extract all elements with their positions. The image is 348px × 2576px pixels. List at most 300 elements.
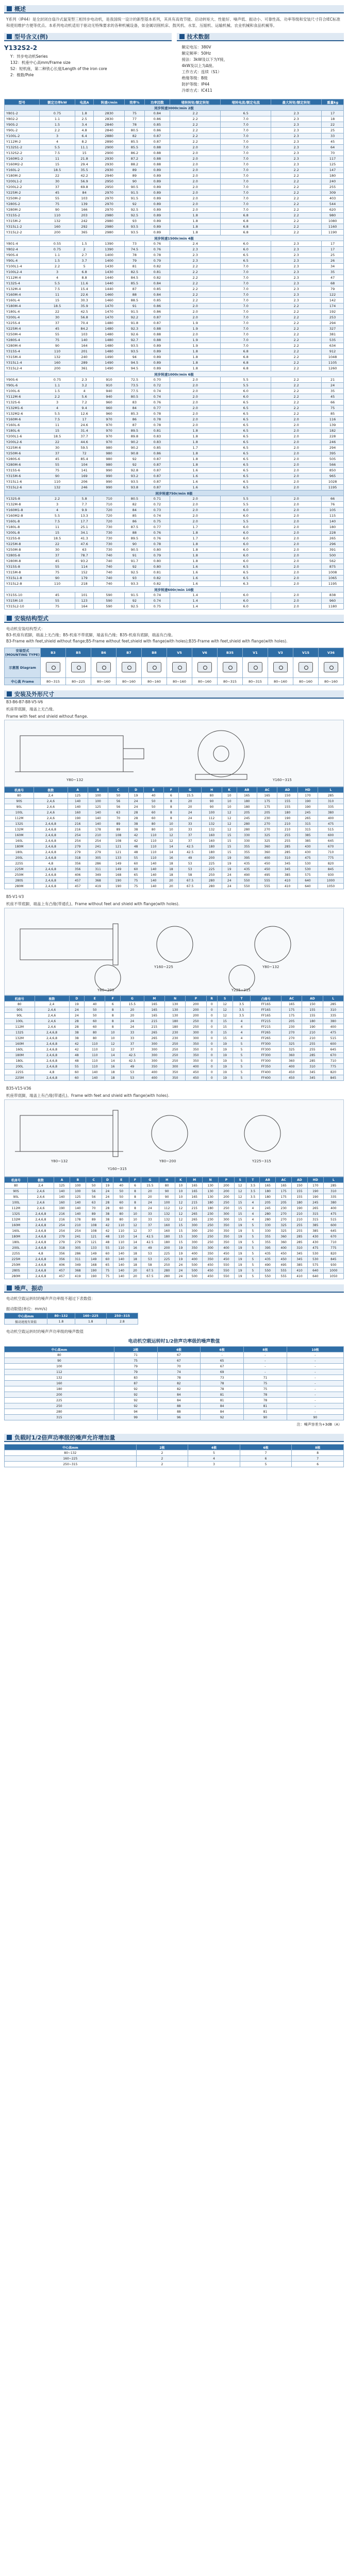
table-cell: 7.0 (221, 343, 271, 349)
table-cell: 15 (39, 298, 75, 303)
column-header: C (108, 787, 128, 793)
table-cell: 391 (322, 547, 344, 553)
table-cell: 2.2 (271, 303, 322, 309)
table-cell: 56 (86, 1189, 102, 1194)
table-row (5, 241, 344, 247)
table-cell: 2.2 (170, 128, 221, 133)
table-cell: 12 (222, 810, 237, 816)
table-cell: 2.3 (170, 247, 221, 252)
table-cell: 6.5 (221, 411, 271, 417)
table-cell: 17 (75, 417, 94, 422)
table-cell: 7.0 (221, 337, 271, 343)
table-cell: 475 (307, 1245, 323, 1251)
model-cell: Y160L-2 (5, 167, 40, 173)
table-cell: 160M (5, 833, 34, 838)
group-row (5, 105, 344, 111)
table-cell: 2,4,6,8 (35, 1030, 69, 1036)
table-row (5, 1075, 344, 1081)
table-row (5, 1194, 344, 1200)
table-cell: 0.77 (144, 405, 170, 411)
table-cell: 93.3 (125, 581, 144, 587)
table-cell: 360 (257, 844, 277, 850)
model-cell: Y225M-6 (5, 445, 40, 451)
table-cell: 2.2 (170, 133, 221, 139)
table-cell: 8 (163, 799, 178, 804)
table-cell: 215 (187, 1206, 203, 1211)
table-cell: 0 (206, 1075, 217, 1081)
table-cell: 280 (202, 884, 222, 889)
mounting-types-row (5, 648, 344, 657)
table-cell: 8 (163, 810, 178, 816)
table-cell: 2 (75, 247, 94, 252)
table-cell: 165 (187, 1183, 203, 1189)
table-cell: 0.80 (144, 558, 170, 564)
table-cell: 490 (237, 872, 257, 878)
table-cell: 0.89 (144, 190, 170, 196)
table-cell: 254 (68, 833, 88, 838)
table-cell: 92.5 (125, 570, 144, 575)
motor-icon (46, 662, 60, 672)
table-cell: 6.8 (75, 269, 94, 275)
table-cell: 0.86 (144, 309, 170, 315)
table-cell: 93.5 (125, 224, 144, 230)
table-cell: 48 (69, 1058, 85, 1064)
table-cell: 720 (94, 519, 125, 524)
table-cell: 2,4,6,8 (34, 827, 68, 833)
table-cell: 225 (202, 867, 222, 872)
table-cell: 132 (39, 354, 75, 360)
spec-table-body (5, 105, 344, 609)
table-cell: 2.0 (271, 513, 322, 519)
table-cell: 15 (217, 1030, 233, 1036)
table-cell: 7.0 (221, 116, 271, 122)
table-cell: 7.2 (75, 400, 94, 405)
table-cell: 24 (128, 799, 143, 804)
table-row (5, 1024, 344, 1030)
table-cell: 24 (121, 1019, 144, 1024)
table-row (5, 844, 344, 850)
table-cell: 230 (203, 1211, 219, 1217)
table-cell: 38 (102, 1217, 113, 1223)
table-cell: - (287, 1386, 343, 1392)
model-line: 2：极数/Pole (10, 73, 34, 77)
table-cell: 292 (75, 224, 94, 230)
table-cell: 89 (125, 173, 144, 179)
table-cell: 2.0 (170, 502, 221, 507)
table-cell: 4 (246, 1217, 260, 1223)
table-cell: 180 (237, 799, 257, 804)
table-cell: 6.0 (221, 388, 271, 394)
table-cell: 2.2 (271, 337, 322, 343)
column-header: 8极 (244, 1347, 287, 1352)
dims-b5-body (5, 1002, 344, 1081)
table-cell: 2980 (94, 230, 125, 235)
model-header (4, 33, 172, 41)
table-cell: 33 (121, 1036, 144, 1041)
table-cell: 350 (186, 1047, 206, 1053)
table-cell: 2.3 (271, 116, 322, 122)
table-cell: 振动速度有效值 (5, 1319, 47, 1325)
table-cell: 45 (39, 190, 75, 196)
table-cell: 79 (125, 258, 144, 264)
table-cell: 6.0 (221, 536, 271, 541)
column-header: HD (297, 787, 318, 793)
column-header: G (121, 996, 144, 1002)
model-cell: Y315L1-4 (5, 360, 40, 366)
table-cell: 140 (143, 872, 163, 878)
table-cell: 35.9 (75, 303, 94, 309)
table-row (5, 343, 344, 349)
table-cell: 90S (5, 799, 34, 804)
table-row (5, 1364, 344, 1369)
table-cell: 2.0 (271, 456, 322, 462)
table-cell: 1.8 (170, 230, 221, 235)
table-cell: 18.5 (39, 303, 75, 309)
table-cell: 845 (323, 1257, 343, 1262)
table-cell: 80 (143, 827, 163, 833)
table-cell: 0.86 (144, 128, 170, 133)
table-cell: 4 (39, 275, 75, 281)
table-row (5, 1041, 344, 1047)
table-cell: 2.0 (271, 451, 322, 456)
table-cell: 11 (39, 524, 75, 530)
table-row (5, 855, 344, 861)
table-row (5, 821, 344, 827)
table-cell: 5.5 (221, 496, 271, 502)
dims-b35-table (4, 1177, 344, 1279)
table-cell: 0.85 (144, 445, 170, 451)
table-cell: 19 (128, 793, 143, 799)
table-cell: 92.2 (125, 315, 144, 320)
table-cell: 255 (302, 1041, 323, 1047)
table-cell: 99 (114, 1415, 157, 1420)
table-cell: 2.0 (170, 405, 221, 411)
table-cell: - (287, 1392, 343, 1398)
table-cell: 125 (88, 804, 108, 810)
table-cell: 345 (302, 1075, 323, 1081)
table-cell: 355 (237, 850, 257, 855)
table-cell: 279 (88, 850, 108, 855)
drawing-label: Y225~315 (231, 988, 251, 992)
table-cell: 200 (186, 1013, 206, 1019)
table-cell: 24 (178, 816, 202, 821)
table-cell: 400 (219, 1245, 235, 1251)
table-cell: 0.89 (144, 230, 170, 235)
table-cell: 0.89 (144, 201, 170, 207)
table-cell: 14 (105, 1053, 121, 1058)
table-row (5, 332, 344, 337)
table-cell: 285 (302, 1058, 323, 1064)
table-cell: 19 (222, 855, 237, 861)
table-row (5, 507, 344, 513)
table-cell: 0.88 (144, 145, 170, 150)
table-cell: 50 (86, 1183, 102, 1189)
table-cell: 270 (276, 1211, 292, 1217)
table-row (5, 1007, 344, 1013)
table-cell: 300 (144, 1058, 164, 1064)
table-row (5, 1013, 344, 1019)
table-cell: 1480 (94, 326, 125, 332)
table-cell: 3 (39, 400, 75, 405)
mounting-frame: 80~160 (319, 678, 344, 685)
table-row (5, 575, 344, 581)
table-cell: 2.0 (170, 173, 221, 179)
table-cell: 55 (39, 564, 75, 570)
table-cell: 670 (323, 1053, 343, 1058)
table-cell: 0.75 (39, 247, 75, 252)
table-cell: 93.5 (125, 343, 144, 349)
table-cell: 94 (125, 354, 144, 360)
table-cell: 330 (237, 833, 257, 838)
table-row (5, 793, 344, 799)
table-cell: 42.5 (141, 1234, 159, 1240)
table-cell: 19 (222, 867, 237, 872)
table-cell: 92.5 (125, 207, 144, 213)
table-cell: 3 (39, 269, 75, 275)
table-cell: 132M (5, 1217, 28, 1223)
table-row (5, 833, 344, 838)
table-cell: 345 (292, 1251, 308, 1257)
table-cell: 7.5 (39, 519, 75, 524)
table-cell: 179 (75, 575, 94, 581)
table-cell: 730 (94, 536, 125, 541)
table-cell: 530 (307, 1251, 323, 1257)
model-cell: Y132M2-6 (5, 411, 40, 417)
table-cell: 0.89 (144, 179, 170, 184)
table-cell: 965 (322, 473, 344, 479)
table-cell: 2.2 (271, 360, 322, 366)
table-row (5, 286, 344, 292)
table-row (5, 485, 344, 490)
table-cell: 93.8 (125, 485, 144, 490)
table-cell: 300 (187, 1228, 203, 1234)
table-cell: 2.0 (271, 445, 322, 451)
dims-b5-table (4, 995, 344, 1081)
table-cell: 117 (322, 156, 344, 162)
table-cell: 19 (234, 1223, 246, 1228)
table-cell: 33 (121, 1030, 144, 1036)
table-cell: 990 (94, 485, 125, 490)
table-row (5, 570, 344, 575)
table-cell: 89 (86, 1217, 102, 1223)
table-cell: 7.0 (221, 145, 271, 150)
table-cell: 450 (257, 861, 277, 867)
table-cell: 12 (217, 1013, 233, 1019)
table-cell: 360 (281, 1053, 302, 1058)
table-cell: 7.0 (221, 201, 271, 207)
table-cell: 2,4,6,8 (27, 1245, 54, 1251)
mounting-frame: 80~315 (218, 678, 243, 685)
table-cell: 8 (292, 1450, 344, 1456)
table-cell: 6.8 (221, 360, 271, 366)
table-cell: 0.72 (144, 383, 170, 388)
table-row (5, 553, 344, 558)
column-header: 4极 (188, 1445, 240, 1450)
table-cell: 0.89 (144, 354, 170, 360)
table-cell: 110 (85, 1053, 105, 1058)
table-cell: 6.5 (221, 462, 271, 468)
table-cell: 555 (257, 884, 277, 889)
table-cell: 255 (322, 184, 344, 190)
table-cell: 280M (5, 1274, 28, 1279)
dims-b35-desc: 机座带底脚，端盖上有凸缘(带通孔)。Frame with feet and shield with flange(with holes). (6, 1093, 170, 1098)
table-cell: 2.0 (170, 145, 221, 150)
table-cell: 90 (125, 179, 144, 184)
motor-icon (122, 662, 136, 672)
table-cell: 2,4,6,8 (27, 1268, 54, 1274)
table-row (5, 258, 344, 264)
table-cell: 385 (297, 833, 318, 838)
table-cell: 2.2 (271, 190, 322, 196)
table-cell: FF400 (251, 1070, 281, 1075)
table-cell: 15 (217, 1036, 233, 1041)
model-cell: Y315M-2 (5, 218, 40, 224)
table-cell: 310 (318, 799, 344, 804)
table-cell: 1460 (94, 292, 125, 298)
table-cell: 90 (5, 1358, 114, 1364)
model-cell: Y132S-4 (5, 281, 40, 286)
table-cell: 70 (157, 1364, 201, 1369)
table-cell: 910 (94, 377, 125, 383)
table-cell: 1440 (94, 286, 125, 292)
table-cell: 2,4,6 (27, 1200, 54, 1206)
table-cell: 108 (108, 838, 128, 844)
mounting-frame: 80~160 (268, 678, 293, 685)
column-header: E (143, 787, 163, 793)
table-cell: 740 (94, 581, 125, 587)
table-cell: 92 (201, 1415, 244, 1420)
table-cell: 325 (276, 1223, 292, 1228)
table-cell: 210 (277, 827, 297, 833)
table-cell: 24 (128, 804, 143, 810)
table-cell: 121 (86, 1234, 102, 1240)
table-cell: 160 (202, 838, 222, 844)
table-cell: 279 (70, 1240, 86, 1245)
table-cell: 210 (302, 1030, 323, 1036)
table-cell: 566 (322, 462, 344, 468)
table-row (5, 468, 344, 473)
mounting-diagram (117, 657, 142, 678)
motor-icon (248, 662, 262, 672)
table-cell: 178 (70, 1217, 86, 1223)
table-cell: 10 (163, 821, 178, 827)
table-cell: 180 (260, 1189, 276, 1194)
table-cell: 245 (260, 1206, 276, 1211)
table-cell: 0.77 (144, 524, 170, 530)
model-cell: Y225S-8 (5, 536, 40, 541)
table-cell: 2.0 (170, 388, 221, 394)
table-cell: 1000 (323, 1268, 343, 1274)
table-cell: 0.82 (144, 581, 170, 587)
table-cell: 6 (240, 1456, 292, 1462)
table-cell: 100 (88, 799, 108, 804)
table-cell: 2,4,6,8 (34, 872, 68, 878)
table-cell: 24.6 (75, 422, 94, 428)
table-cell: 21.8 (75, 156, 94, 162)
table-cell: 7.0 (221, 122, 271, 128)
table-row (5, 190, 344, 196)
table-cell: 71 (244, 1375, 287, 1381)
group-label: 同步转速600r/min 10极 (5, 587, 344, 592)
table-cell: 350 (203, 1257, 219, 1262)
table-cell: 5 (233, 1041, 251, 1047)
table-cell: 254 (54, 1228, 70, 1234)
table-cell: 2.2 (271, 218, 322, 224)
table-cell: 2.2 (271, 201, 322, 207)
table-cell: 7.0 (221, 179, 271, 184)
table-cell: 228 (322, 530, 344, 536)
table-cell: 360 (281, 1058, 302, 1064)
model-cell: Y315S-4 (5, 349, 40, 354)
table-cell: 1.6 (170, 479, 221, 485)
table-cell: 180 (165, 1019, 186, 1024)
table-cell: 87 (125, 286, 144, 292)
table-cell: 25 (322, 252, 344, 258)
table-cell: 2,4,6,8 (27, 1234, 54, 1240)
table-cell: 100L (5, 1200, 28, 1206)
table-cell: 4 (75, 388, 94, 394)
table-cell: 7 (292, 1456, 344, 1462)
tech-line: 接法：3kW及以下为Y接， (181, 57, 228, 62)
table-cell: 15 (217, 1024, 233, 1030)
table-cell: 22 (39, 173, 75, 179)
table-cell: 838 (322, 592, 344, 598)
table-cell: 300 (219, 1217, 235, 1223)
table-cell: 2.0 (170, 303, 221, 309)
table-cell: 740 (94, 570, 125, 575)
load-noise-header (4, 1434, 344, 1442)
table-cell: 0.87 (144, 315, 170, 320)
table-cell: 450 (219, 1251, 235, 1257)
table-cell: 15 (39, 162, 75, 167)
table-cell: 18.5 (39, 167, 75, 173)
table-cell: 0.87 (144, 320, 170, 326)
table-row (5, 275, 344, 281)
table-cell: 286 (70, 1251, 86, 1257)
table-cell: 2.2 (170, 111, 221, 116)
table-cell: 3.5 (246, 1189, 260, 1194)
table-cell: 5 (233, 1064, 251, 1070)
table-cell: 385 (292, 1262, 308, 1268)
dims-title: 安装及外形尺寸 (14, 691, 54, 698)
table-cell: 910 (94, 383, 125, 388)
table-cell: 48 (102, 1240, 113, 1245)
table-cell: 85 (125, 513, 144, 519)
table-cell: 0.88 (144, 337, 170, 343)
vibration-table (4, 1313, 138, 1325)
table-cell: 1440 (94, 281, 125, 286)
table-cell: 2.2 (170, 264, 221, 269)
section-bullet-icon (7, 1285, 12, 1291)
table-cell: 2,4,6,8 (27, 1217, 54, 1223)
table-cell: 6.5 (221, 400, 271, 405)
table-cell: 110 (39, 479, 75, 485)
table-cell: 89.5 (125, 536, 144, 541)
table-cell: 325 (281, 1047, 302, 1053)
table-cell: 241 (70, 1234, 86, 1240)
table-cell: 5 (246, 1234, 260, 1240)
table-cell: 2840 (94, 128, 125, 133)
table-cell: 180 (203, 1200, 219, 1206)
model-cell: Y90S-6 (5, 377, 40, 383)
section-bullet-icon (7, 34, 12, 39)
table-cell: 0.80 (144, 564, 170, 570)
table-cell: 2.2 (271, 207, 322, 213)
table-cell: 2.2 (170, 281, 221, 286)
table-cell: 7.0 (221, 315, 271, 320)
table-cell: 70 (322, 150, 344, 156)
table-row (5, 1369, 344, 1375)
